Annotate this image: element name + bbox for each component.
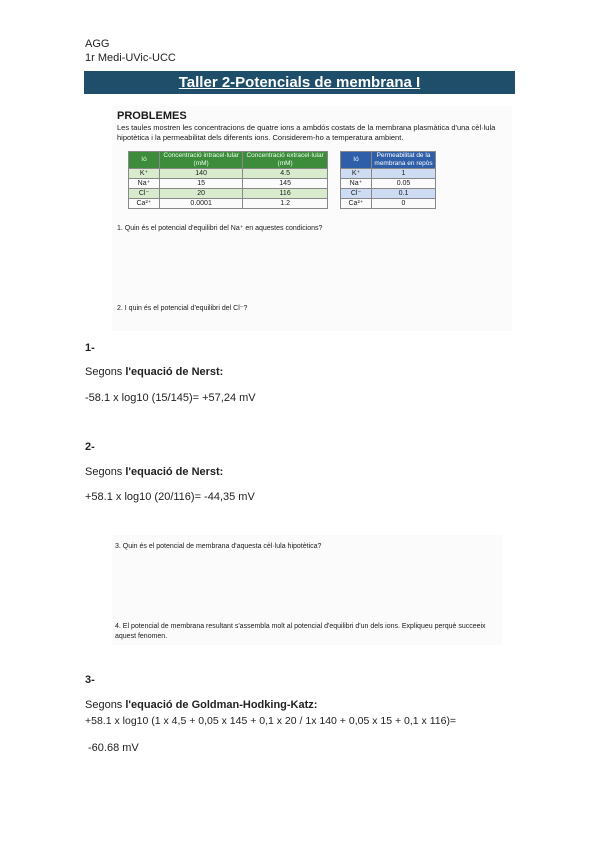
answer-1-number: 1- <box>85 342 95 354</box>
question-2: 2. I quin és el potencial d'equilibri del Cl⁻? <box>117 305 248 312</box>
answer-1-method <box>85 365 223 379</box>
questions-3-4-image <box>112 535 502 645</box>
table-cell: 15 <box>160 179 243 189</box>
question-4: 4. El potencial de membrana resultant s'assembla molt al potencial d'equilibri d'un dels ions. Expliqueu perquè succeeix aquest fenomen. <box>115 623 486 640</box>
table-cell: Ca²⁺ <box>129 199 160 209</box>
question-3: 3. Quin és el potencial de membrana d'aquesta cèl·lula hipotètica? <box>115 543 322 550</box>
table-row <box>341 189 436 199</box>
table-cell: 1.2 <box>243 199 328 209</box>
table-row <box>129 169 328 179</box>
answer-1-method-name: l'equació de Nerst: <box>125 366 224 378</box>
perm-header-ion: Ió <box>341 152 372 169</box>
table-row <box>341 179 436 189</box>
answer-3-result: -60.68 mV <box>88 742 139 754</box>
table-cell: Cl⁻ <box>341 189 372 199</box>
table-row <box>341 169 436 179</box>
author-initials: AGG <box>85 38 110 50</box>
answer-1-formula: -58.1 x log10 (15/145)= +57,24 mV <box>85 392 256 404</box>
table-cell: Cl⁻ <box>129 189 160 199</box>
answer-3-formula: +58.1 x log10 (1 x 4,5 + 0,05 x 145 + 0,1 x 20 / 1x 140 + 0,05 x 15 + 0,1 x 116)= <box>85 715 457 727</box>
answer-3-method <box>85 698 317 712</box>
answer-2-formula: +58.1 x log10 (20/116)= -44,35 mV <box>85 491 255 503</box>
answer-2-number: 2- <box>85 441 95 453</box>
question-1: 1. Quin és el potencial d'equilibri del Na⁺ en aquestes condicions? <box>117 225 323 232</box>
answer-2-prefix: Segons <box>85 466 126 478</box>
table-cell: 0.1 <box>372 189 436 199</box>
table-cell: 0.05 <box>372 179 436 189</box>
title-banner <box>84 71 515 94</box>
table-row <box>129 199 328 209</box>
table-cell: 140 <box>160 169 243 179</box>
perm-header-value: Permeabilitat de la membrana en repòs <box>372 152 436 169</box>
problems-heading: PROBLEMES <box>117 110 187 122</box>
answer-3-method-name: l'equació de Goldman-Hodking-Katz: <box>125 699 318 711</box>
problem-statement-image <box>112 106 512 331</box>
table-cell: Ca²⁺ <box>341 199 372 209</box>
concentration-table <box>128 151 328 209</box>
table-cell: K⁺ <box>341 169 372 179</box>
table-cell: 145 <box>243 179 328 189</box>
answer-1-prefix: Segons <box>85 366 126 378</box>
answer-2-method-name: l'equació de Nerst: <box>125 466 224 478</box>
conc-header-ion: Ió <box>129 152 160 169</box>
table-cell: 0.0001 <box>160 199 243 209</box>
answer-2-method <box>85 465 223 479</box>
problems-intro: Les taules mostren les concentracions de quatre ions a ambdós costats de la membrana plasmàtica d'una cèl·lula hipotètica i la permeabilitat dels diferents ions. Considerem-ho a temperatura ambient. <box>117 123 496 142</box>
conc-header-intra: Concentració intracel·lular (mM) <box>160 152 243 169</box>
table-row <box>129 189 328 199</box>
table-cell: 116 <box>243 189 328 199</box>
table-cell: K⁺ <box>129 169 160 179</box>
conc-header-extra: Concentració extracel·lular (mM) <box>243 152 328 169</box>
page-title: Taller 2-Potencials de membrana I <box>178 74 421 91</box>
answer-3-number: 3- <box>85 674 95 686</box>
course-name: 1r Medi-UVic-UCC <box>85 52 176 64</box>
answer-3-prefix: Segons <box>85 699 126 711</box>
table-cell: Na⁺ <box>129 179 160 189</box>
table-cell: Na⁺ <box>341 179 372 189</box>
table-cell: 1 <box>372 169 436 179</box>
table-cell: 0 <box>372 199 436 209</box>
table-cell: 4.5 <box>243 169 328 179</box>
permeability-table <box>340 151 436 209</box>
table-row <box>129 179 328 189</box>
table-row <box>341 199 436 209</box>
table-cell: 20 <box>160 189 243 199</box>
